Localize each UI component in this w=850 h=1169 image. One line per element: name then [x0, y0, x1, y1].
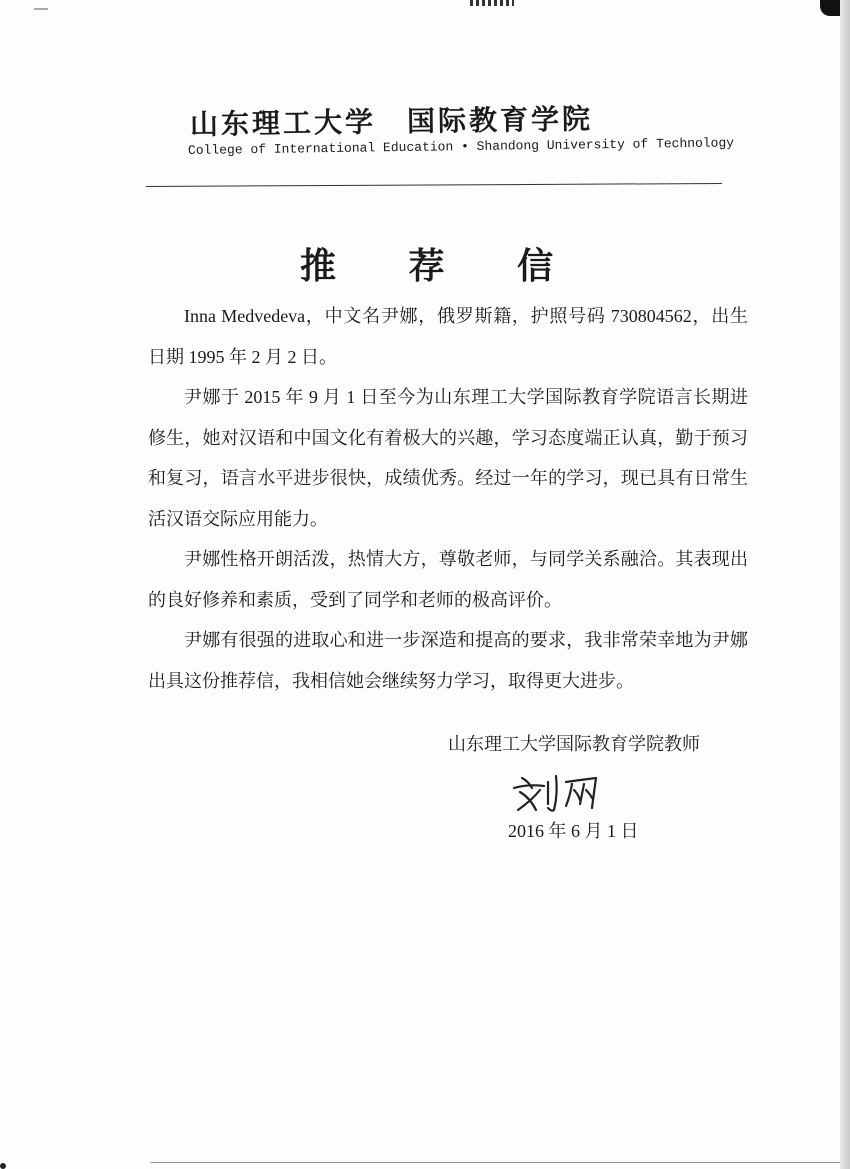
letterhead-divider: [146, 183, 722, 187]
letterhead-english: College of International Education • Shandong University of Technology: [187, 135, 735, 158]
paragraph-character: 尹娜性格开朗活泼，热情大方，尊敬老师，与同学关系融洽。其表现出的良好修养和素质，受到了同学和老师的极高评价。: [148, 549, 748, 610]
scan-bottom-speck: [0, 1163, 6, 1169]
letter-date: 2016 年 6 月 1 日: [508, 821, 639, 841]
letterhead-chinese: 山东理工大学 国际教育学院: [189, 102, 594, 141]
paragraph-study: 尹娜于 2015 年 9 月 1 日至今为山东理工大学国际教育学院语言长期进修生，她对汉语和中国文化有着极大的兴趣，学习态度端正认真，勤于预习和复习，语言水平进步很快，成绩优秀。经过一年的学习，现已具有日常生活汉语交际应用能力。: [148, 387, 748, 529]
signature-block: [448, 730, 738, 756]
handwritten-signature: [510, 770, 610, 814]
paragraph-identity: Inna Medvedeva，中文名尹娜，俄罗斯籍，护照号码 730804562，出生日期 1995 年 2 月 2 日。: [148, 306, 748, 367]
scan-right-edge: [840, 0, 850, 1169]
scan-bottom-line: [150, 1162, 840, 1163]
signer-organization: 山东理工大学国际教育学院教师: [448, 734, 700, 754]
paragraph-recommendation: 尹娜有很强的进取心和进一步深造和提高的要求，我非常荣幸地为尹娜出具这份推荐信，我相信她会继续努力学习，取得更大进步。: [148, 630, 748, 691]
scan-speck-mark: [34, 8, 48, 10]
letter-body: [148, 296, 748, 701]
letter-title: 推 荐 信: [300, 245, 584, 287]
scan-top-mark: [470, 0, 514, 6]
